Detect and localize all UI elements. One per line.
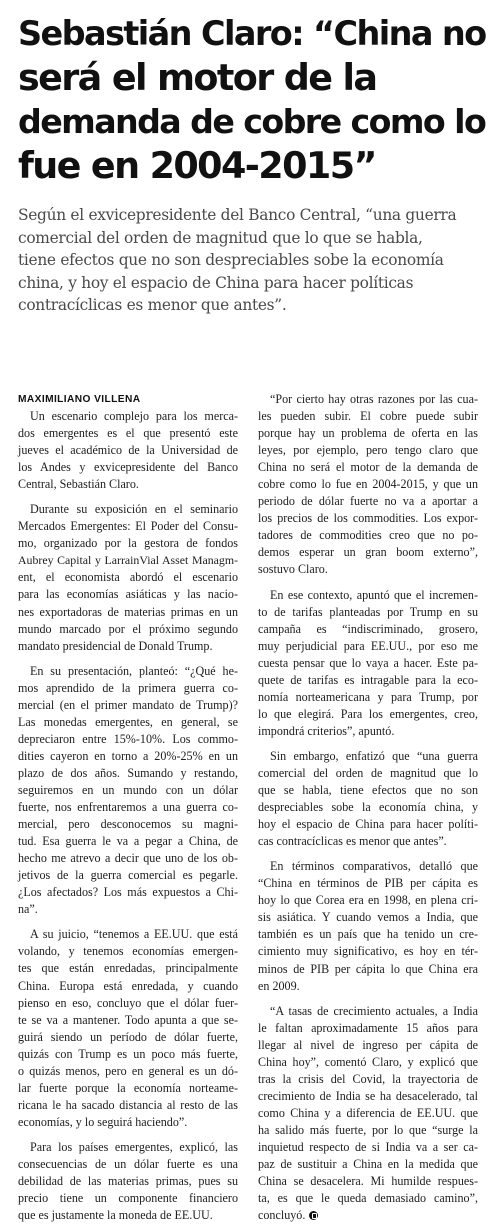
body-text-line bbox=[258, 765, 478, 782]
body-text-line bbox=[18, 1114, 238, 1131]
body-text-line bbox=[258, 1003, 478, 1020]
body-text: periodo de dólar fuerte no va a aportar a bbox=[258, 494, 478, 509]
body-text: fuerte, nos enfrentaremos a una guerra co- bbox=[18, 800, 238, 815]
body-text-line bbox=[258, 391, 478, 408]
body-text: lar fuerte porque la economía norteame- bbox=[18, 1080, 238, 1095]
body-text-line bbox=[18, 621, 238, 638]
body-text: leyes, por ejemplo, pero tengo claro que bbox=[258, 443, 478, 458]
body-text-line bbox=[258, 408, 478, 425]
body-text-line bbox=[18, 833, 238, 850]
body-text: los Andes y exvicepresidente del Banco bbox=[18, 460, 238, 475]
body-text-line bbox=[258, 638, 478, 655]
body-text-line bbox=[18, 850, 238, 867]
body-text: crecimiento de India se ha desacelerado, tal bbox=[258, 1088, 478, 1103]
body-text-line bbox=[258, 1071, 478, 1088]
body-text: cas contracíclicas es menor que antes”. bbox=[258, 834, 447, 849]
body-text-line bbox=[258, 748, 478, 765]
body-text: dities cayeron en torno a 20%-25% en un bbox=[18, 748, 238, 763]
body-text-line bbox=[18, 408, 238, 425]
article-lede-line: comercial del orden de magnitud que lo que se habla, bbox=[18, 228, 423, 247]
body-text: mercial (en el primer mandato de Trump)? bbox=[18, 697, 238, 712]
body-text-line bbox=[258, 782, 478, 799]
body-text-line bbox=[18, 884, 238, 901]
body-text: guirá siendo un período de dólar fuerte, bbox=[18, 1029, 238, 1044]
body-text: ta, es que le queda demasiado camino”, bbox=[258, 1191, 478, 1206]
body-text-line bbox=[18, 1139, 238, 1156]
body-text-line bbox=[258, 1139, 478, 1156]
body-text: como China y a diferencia de EE.UU. que bbox=[258, 1105, 478, 1120]
body-text-line bbox=[258, 892, 478, 909]
body-text-line bbox=[258, 604, 478, 621]
body-text-line bbox=[18, 1190, 238, 1207]
body-text: jetivos de la guerra comercial es pegarle. bbox=[18, 868, 238, 883]
body-text-line bbox=[18, 1063, 238, 1080]
body-text-line bbox=[258, 833, 478, 850]
body-text: economías, y lo seguirá haciendo”. bbox=[18, 1114, 188, 1129]
article-headline-line: demanda de cobre como lo bbox=[18, 102, 486, 141]
body-text: paz de sustituir a China en la medida que bbox=[258, 1157, 478, 1172]
body-text: llegar al nivel de ingreso per cápita de bbox=[258, 1037, 478, 1052]
body-text-line bbox=[258, 1173, 478, 1190]
body-text: “China en términos de PIB per cápita es bbox=[258, 876, 478, 891]
body-text-line bbox=[18, 586, 238, 603]
body-text: mos aprendido de la primera guerra co- bbox=[18, 680, 238, 695]
body-text: mandato presidencial de Donald Trump. bbox=[18, 638, 213, 653]
article-lede-line: Según el exvicepresidente del Banco Central, “una guerra bbox=[18, 206, 457, 224]
body-text-line bbox=[258, 978, 478, 995]
body-text-line bbox=[258, 1037, 478, 1054]
body-text: te se va a mantener. Todo apunta a que se- bbox=[18, 1012, 238, 1027]
body-text-line bbox=[258, 459, 478, 476]
body-text-line bbox=[258, 493, 478, 510]
article-lede-line: tiene efectos que no son despreciables sobe la economía bbox=[18, 251, 444, 270]
body-text: hecho me atrevo a decir que uno de los ob- bbox=[18, 851, 238, 866]
body-text: En términos comparativos, detalló que bbox=[270, 859, 478, 874]
body-text: nes exportadoras de materias primas en un bbox=[18, 604, 238, 619]
body-text-line bbox=[18, 459, 238, 476]
body-text: comercial del orden de magnitud que lo bbox=[258, 765, 478, 780]
body-text: que es justamente la moneda de EE.UU. bbox=[18, 1208, 213, 1223]
body-text: volando, y tenemos economías emergen- bbox=[18, 944, 238, 959]
body-text-line bbox=[18, 535, 238, 552]
body-text: A su juicio, “tenemos a EE.UU. que está bbox=[30, 927, 238, 942]
body-text-line bbox=[258, 476, 478, 493]
body-text: minos de PIB per cápita lo que China era bbox=[258, 961, 478, 976]
body-text: en 2009. bbox=[258, 978, 300, 993]
body-text-line bbox=[18, 604, 238, 621]
byline: MAXIMILIANO VILLENA bbox=[18, 394, 141, 405]
body-text: Sin embargo, enfatizó que “una guerra bbox=[270, 748, 478, 763]
body-text: que se habla, tiene efectos que no son bbox=[258, 783, 478, 798]
body-text-line bbox=[18, 680, 238, 697]
body-text-line bbox=[18, 476, 238, 493]
body-text: inquietud respecto de si India va a ser ca- bbox=[258, 1139, 478, 1154]
body-text-line bbox=[258, 561, 478, 578]
body-text-line bbox=[258, 1020, 478, 1037]
body-text-line bbox=[18, 782, 238, 799]
body-text: sostuvo Claro. bbox=[258, 562, 328, 577]
body-text: Para los países emergentes, explicó, las bbox=[30, 1139, 238, 1154]
article-headline-line: será el motor de la bbox=[18, 56, 377, 99]
body-text: depreciaron entre 15%-10%. Los commo- bbox=[18, 731, 238, 746]
body-text-line bbox=[18, 926, 238, 943]
body-text-line bbox=[18, 1080, 238, 1097]
body-text-line bbox=[258, 655, 478, 672]
body-text-line bbox=[18, 697, 238, 714]
body-text: jueves el académico de la Universidad de bbox=[18, 443, 238, 458]
article-headline-line: Sebastián Claro: “China no bbox=[18, 14, 486, 53]
body-text: cobre como lo fue en 2004-2015, y que un bbox=[258, 477, 478, 492]
article-column-left bbox=[18, 391, 238, 1224]
body-text-line bbox=[258, 1105, 478, 1122]
body-text: precio tiene un componente financiero bbox=[18, 1191, 238, 1206]
body-text: plazo de dos años. Sumando y restando, bbox=[18, 765, 238, 780]
body-text-line bbox=[258, 706, 478, 723]
body-text: cimiento muy significativo, es hoy en tér- bbox=[258, 944, 478, 959]
body-text-line bbox=[258, 799, 478, 816]
body-text-line bbox=[18, 1046, 238, 1063]
body-text-line bbox=[258, 621, 478, 638]
body-text-line bbox=[18, 1207, 238, 1224]
body-text-line bbox=[18, 663, 238, 680]
body-text: les pueden subir. El cobre puede subir bbox=[258, 409, 478, 424]
body-text: debilidad de las materias primas, pues su bbox=[18, 1174, 238, 1189]
body-text-line bbox=[258, 1088, 478, 1105]
body-text-line bbox=[18, 995, 238, 1012]
body-text-line bbox=[18, 799, 238, 816]
body-text-line bbox=[18, 816, 238, 833]
body-text: Mercados Emergentes: El Poder del Consu- bbox=[18, 519, 238, 534]
body-text: hoy lo que Corea era en 1998, en plena cri- bbox=[258, 893, 478, 908]
body-text: na”. bbox=[18, 902, 38, 917]
body-text: En ese contexto, apuntó que el incremen- bbox=[270, 587, 478, 602]
body-text-line bbox=[18, 638, 238, 655]
body-text: nomía norteamericana y para Trump, por bbox=[258, 689, 478, 704]
body-text: para las economías asiáticas y las nacio- bbox=[18, 587, 238, 602]
body-text: “Por cierto hay otras razones por las cua- bbox=[270, 392, 478, 406]
body-text-line bbox=[18, 501, 238, 518]
body-text: to de tarifas planteadas por Trump en su bbox=[258, 604, 478, 619]
body-text: lo que elegirá. Para los emergentes, creo, bbox=[258, 706, 478, 721]
body-text: los precios de los commodities. Los expor- bbox=[258, 511, 478, 526]
body-text-line bbox=[18, 714, 238, 731]
body-text-line bbox=[18, 765, 238, 782]
body-text-line bbox=[258, 527, 478, 544]
body-text: ricana le ha sacado distancia al resto de las bbox=[18, 1097, 238, 1112]
body-text: ent, el economista abordó el escenario bbox=[18, 570, 238, 585]
body-text: o quizás menos, pero en general es un dó- bbox=[18, 1063, 238, 1078]
article-headline bbox=[18, 12, 488, 188]
body-text: “A tasas de crecimiento actuales, a India bbox=[270, 1003, 478, 1018]
body-text-line bbox=[18, 731, 238, 748]
body-text: concluyó. bbox=[258, 1208, 306, 1223]
body-text-line bbox=[18, 425, 238, 442]
body-text-line bbox=[258, 909, 478, 926]
body-text: dos emergentes es el que presentó este bbox=[18, 426, 238, 441]
body-text-line bbox=[18, 1012, 238, 1029]
body-text: demos esperar un gran boom externo”, bbox=[258, 545, 478, 560]
body-text: cuesta pensar que lo vaya a hacer. Este pa- bbox=[258, 655, 478, 670]
body-text: mercial, pero desconocemos su magni- bbox=[18, 817, 238, 832]
end-of-article-icon bbox=[309, 1211, 318, 1220]
body-text-line bbox=[18, 901, 238, 918]
body-text-line bbox=[18, 1173, 238, 1190]
body-text-line bbox=[258, 544, 478, 561]
body-text-line bbox=[18, 1029, 238, 1046]
body-text-line bbox=[18, 569, 238, 586]
body-text: China hoy”, comentó Claro, y explicó que bbox=[258, 1054, 478, 1069]
body-text: mundo marcado por el próximo segundo bbox=[18, 621, 238, 636]
body-text-line bbox=[18, 960, 238, 977]
body-text-line bbox=[258, 1122, 478, 1139]
body-text-line bbox=[258, 943, 478, 960]
article-lede-line: contracíclicas es menor que antes”. bbox=[18, 296, 287, 315]
body-text: impondrá criterios”, apuntó. bbox=[258, 723, 395, 738]
body-text-line bbox=[258, 723, 478, 740]
body-text-line bbox=[18, 943, 238, 960]
body-text-line bbox=[258, 1190, 478, 1207]
body-text-line bbox=[18, 1097, 238, 1114]
body-text: ¿Los afectados? Los más expuestos a Chi- bbox=[18, 885, 238, 900]
body-text-line bbox=[18, 748, 238, 765]
body-text-line bbox=[258, 1207, 478, 1224]
body-text: China. Europa está enredada, y cuando bbox=[18, 978, 238, 993]
body-text: Un escenario complejo para los merca- bbox=[30, 409, 238, 423]
body-text-line bbox=[258, 1054, 478, 1071]
body-text-line bbox=[258, 926, 478, 943]
body-text-line bbox=[18, 552, 238, 569]
body-text: le faltan aproximadamente 15 años para bbox=[258, 1020, 478, 1035]
body-text: tes que están enredadas, principalmente bbox=[18, 961, 238, 976]
body-text: China se desacelera. Mi humilde respues- bbox=[258, 1174, 478, 1189]
article-headline-line: fue en 2004-2015” bbox=[18, 144, 376, 187]
body-text: Aubrey Capital y LarrainVial Asset Managm- bbox=[18, 553, 238, 568]
body-text: también es un país que ha tenido un cre- bbox=[258, 927, 478, 942]
body-text-line bbox=[18, 867, 238, 884]
body-text: mo, organizado por la gestora de fondos bbox=[18, 536, 238, 551]
body-text: Las monedas emergentes, en general, se bbox=[18, 714, 238, 729]
body-text: seguiremos en un mundo con un dólar bbox=[18, 782, 238, 797]
body-text-line bbox=[258, 442, 478, 459]
body-text-line bbox=[258, 689, 478, 706]
body-text-line bbox=[258, 858, 478, 875]
body-text: hoy el espacio de China para hacer políti- bbox=[258, 817, 478, 832]
body-text-line bbox=[258, 587, 478, 604]
body-text: tadores de commodities creo que no po- bbox=[258, 528, 478, 543]
body-text-line bbox=[258, 816, 478, 833]
body-text: sis asiática. Y cuando vemos a India, que bbox=[258, 910, 478, 925]
body-text: tud. Esa guerra le va a pegar a China, de bbox=[18, 834, 238, 849]
body-text-line bbox=[258, 510, 478, 527]
body-text: despreciables sobe la economía china, y bbox=[258, 800, 478, 815]
body-text: consecuencias de un dólar fuerte es una bbox=[18, 1156, 238, 1171]
body-text-line bbox=[258, 672, 478, 689]
body-text: quizás con Trump es un poco más fuerte, bbox=[18, 1046, 238, 1061]
body-text: tras la crisis del Covid, la trayectoria de bbox=[258, 1071, 478, 1086]
article-column-right bbox=[258, 391, 478, 1224]
body-text: Central, Sebastián Claro. bbox=[18, 477, 139, 492]
body-text: campaña es “indiscriminado, grosero, bbox=[258, 621, 478, 636]
article-lede bbox=[18, 204, 488, 317]
body-text-line bbox=[258, 875, 478, 892]
body-text-line bbox=[258, 961, 478, 978]
body-text: quete de tarifas es intragable para la eco- bbox=[258, 672, 478, 687]
body-text-line bbox=[258, 425, 478, 442]
body-text: China no será el motor de la demanda de bbox=[258, 460, 478, 475]
body-text: pienso en eso, concluyo que el dólar fuer- bbox=[18, 995, 238, 1010]
body-text: Durante su exposición en el seminario bbox=[30, 502, 238, 517]
article-lede-line: china, y hoy el espacio de China para hacer políticas bbox=[18, 273, 414, 292]
body-text: muy perjudicial para EE.UU., por eso me bbox=[258, 638, 478, 653]
body-text-line bbox=[18, 518, 238, 535]
body-text: porque hay un problema de oferta en las bbox=[258, 426, 478, 441]
body-text: En su presentación, planteó: “¿Qué he- bbox=[30, 663, 238, 678]
body-text: ha salido más fuerte, por lo que “surge la bbox=[258, 1122, 478, 1137]
body-text-line bbox=[18, 978, 238, 995]
body-text-line bbox=[18, 442, 238, 459]
